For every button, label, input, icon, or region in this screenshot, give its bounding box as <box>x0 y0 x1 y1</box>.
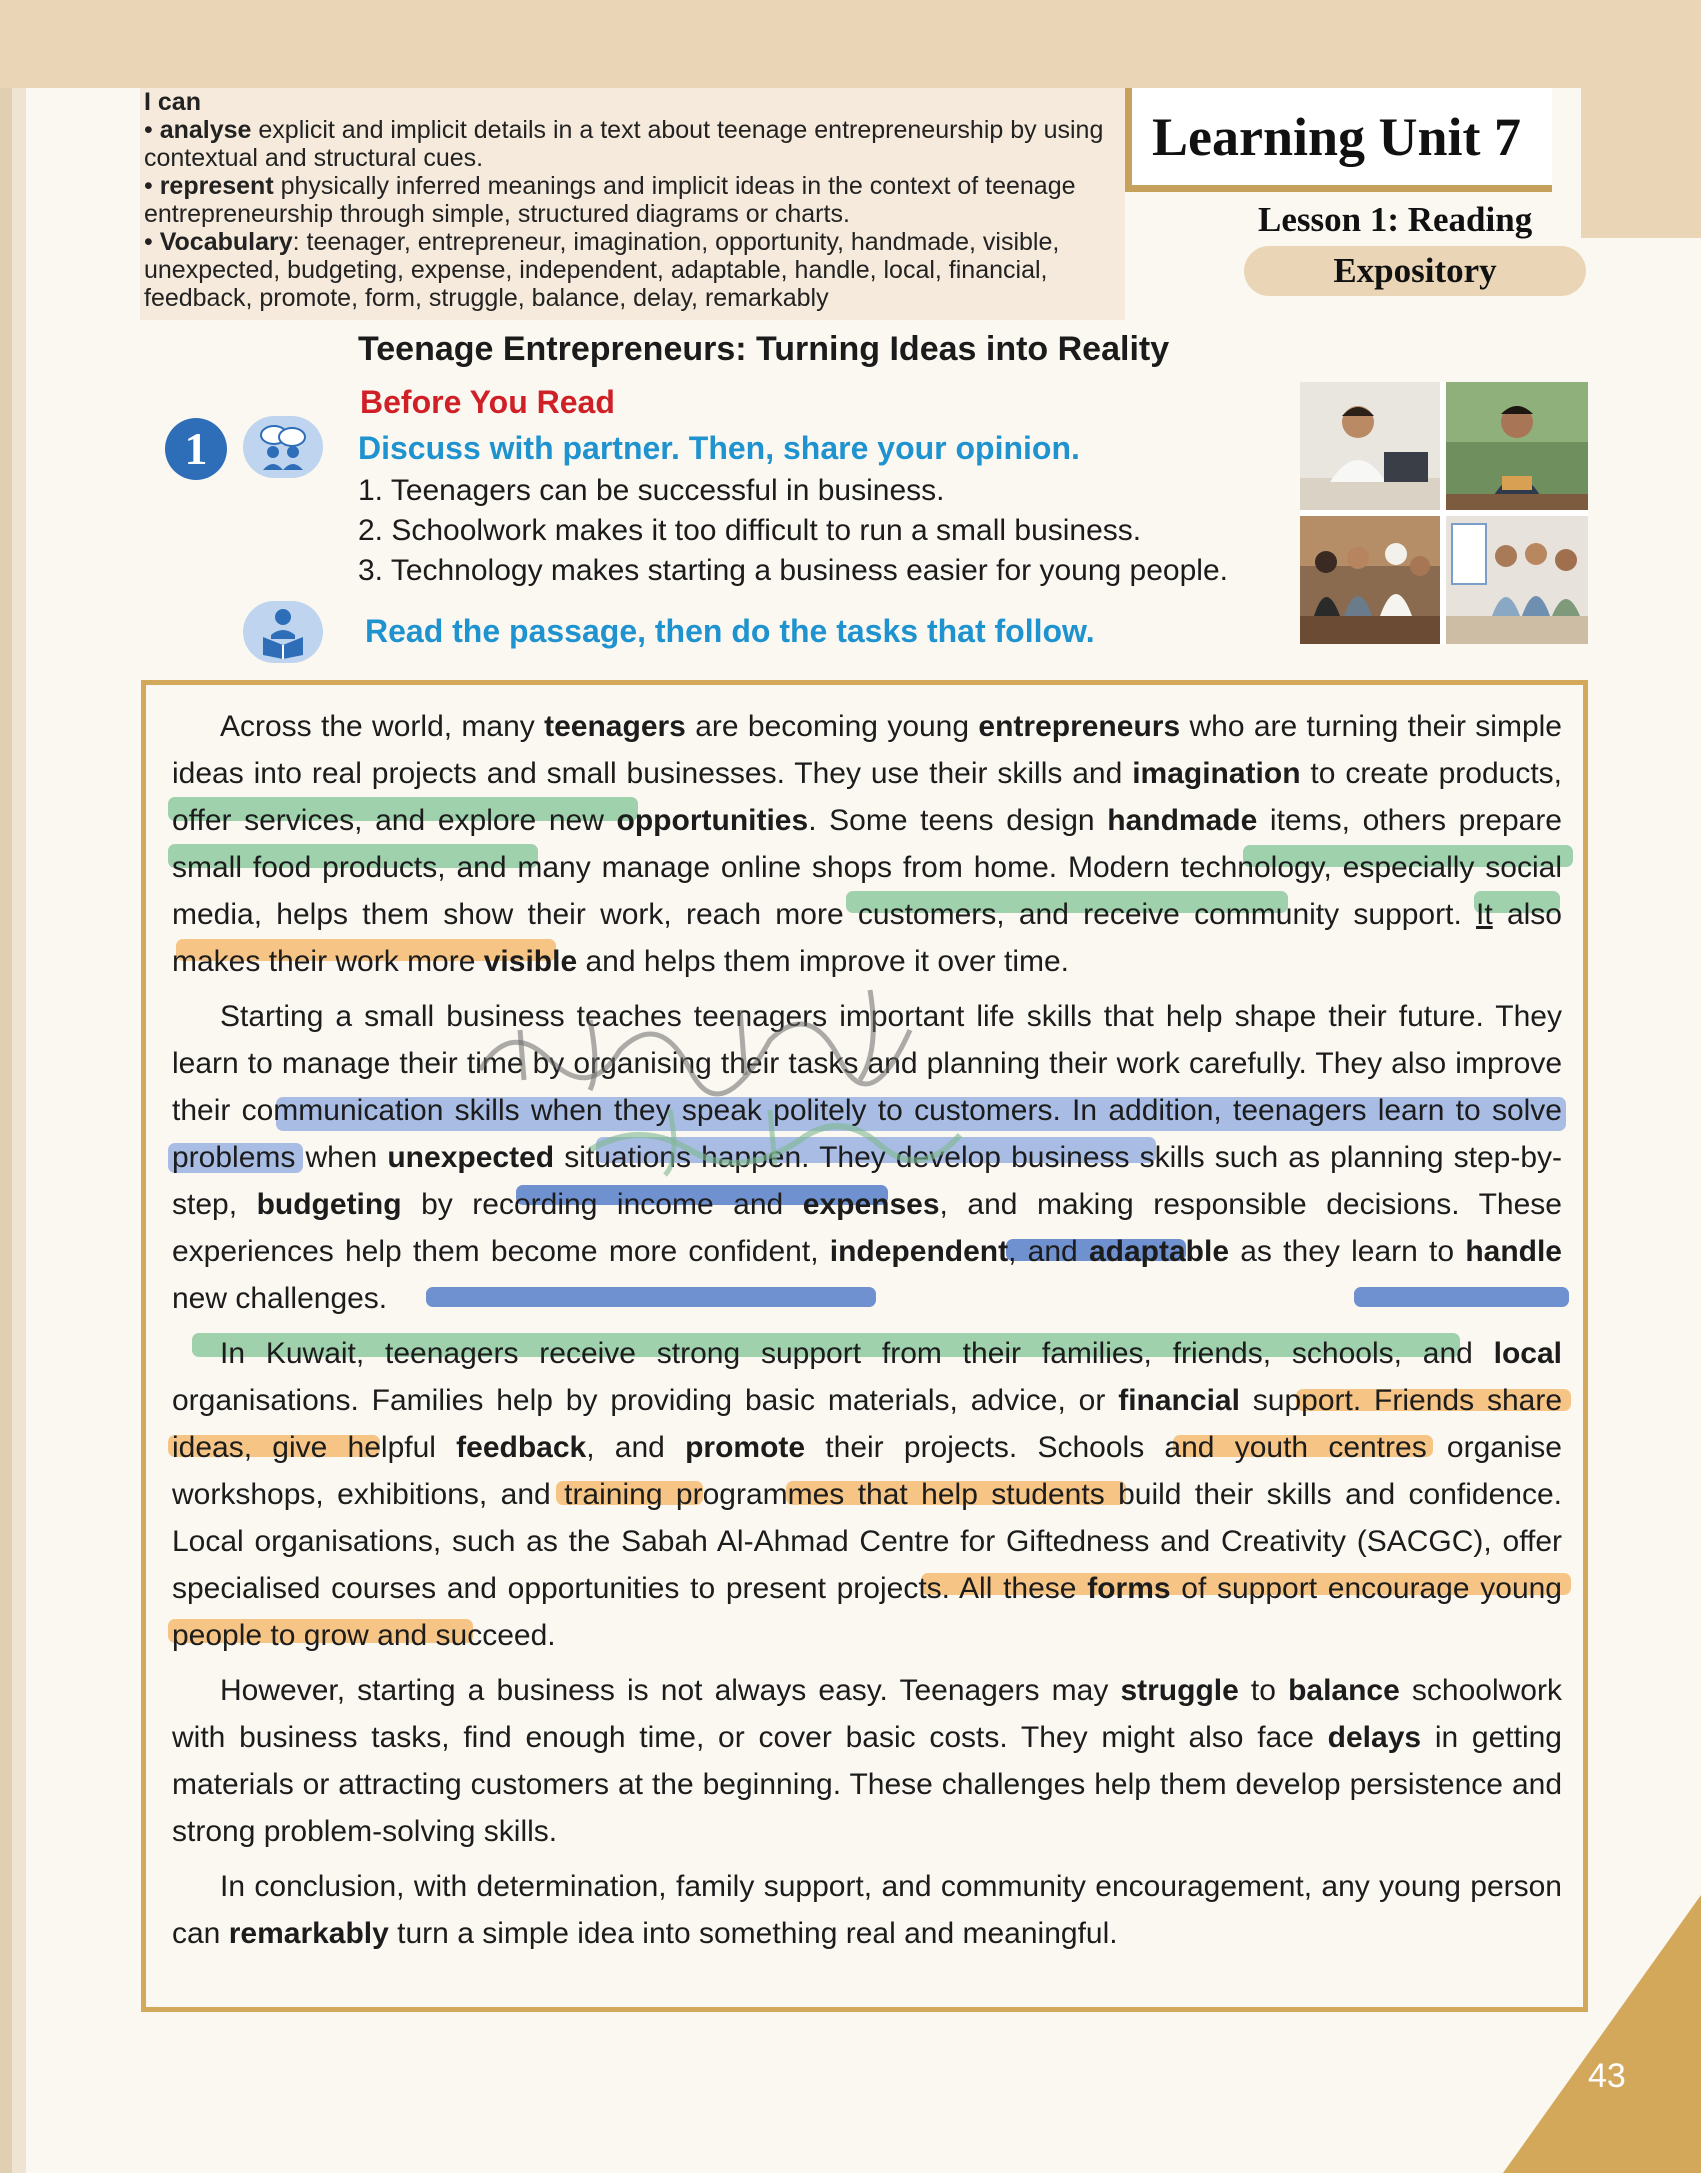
photo-collage <box>1300 382 1588 644</box>
task-number-badge: 1 <box>165 418 227 480</box>
photo-teens-workshop <box>1446 516 1588 644</box>
reading-passage <box>141 680 1588 2012</box>
discussion-icon <box>243 416 323 478</box>
passage-paragraph-2: Starting a small business teaches teenagers important life skills that help shape their future. They learn to manage their time by organising their tasks and planning their work carefully. They also improve their communication skills when they speak politely to customers. In addition, teenagers learn to solve problems when unexpected situations happen. They develop business skills such as planning step-by-step, budgeting by recording income and expenses, and making responsible decisions. These experiences help them become more confident, independent, and adaptable as they learn to handle new challenges. <box>172 1000 1562 1315</box>
vocabulary-label: Vocabulary <box>159 228 293 256</box>
top-band <box>0 0 1701 88</box>
right-band <box>1581 88 1701 238</box>
photo-family-meeting <box>1300 516 1440 644</box>
objectives-list <box>144 88 1119 312</box>
objectives-box <box>140 88 1125 320</box>
objective-keyword: represent <box>159 172 274 200</box>
passage-paragraph-5: In conclusion, with determination, family support, and community encouragement, any young person can remarkably turn a simple idea into something real and meaningful. <box>172 1870 1562 1950</box>
objectives-title: I can <box>144 88 201 116</box>
passage-paragraph-4: However, starting a business is not always easy. Teenagers may struggle to balance schoolwork with business tasks, find enough time, or cover basic costs. They might also face delays in getting materials or attracting customers at the beginning. These challenges help them develop persistence and strong problem-solving skills. <box>172 1674 1562 1848</box>
discussion-instruction: Discuss with partner. Then, share your opinion. <box>358 430 1080 466</box>
passage-text <box>172 703 1562 1965</box>
genre-badge <box>1244 246 1586 296</box>
objective-text: physically inferred meanings and implicit ideas in the context of teenage entrepreneurship through simple, structured diagrams or charts. <box>144 172 1076 228</box>
unit-title-box <box>1125 88 1552 192</box>
vocabulary-item: • Vocabulary: teenager, entrepreneur, imagination, opportunity, handmade, visible, unexpected, budgeting, expense, independent, adaptable, handle, local, financial, feedback, promote, form, struggle, balance, delay, remarkably <box>144 228 1060 312</box>
passage-paragraph-1: Across the world, many teenagers are becoming young entrepreneurs who are turning their simple ideas into real projects and small businesses. They use their skills and imagination to create products, offer services, and explore new opportunities. Some teens design handmade items, others prepare small food products, and many manage online shops from home. Modern technology, especially social media, helps them show their work, reach more customers, and receive community support. It also makes their work more visible and helps them improve it over time. <box>172 710 1562 978</box>
vocabulary-list: : teenager, entrepreneur, imagination, opportunity, handmade, visible, unexpected, budgeting, expense, independent, adaptable, handle, local, financial, feedback, promote, form, struggle, balance, delay, remarkably <box>144 228 1060 312</box>
passage-paragraph-3: In Kuwait, teenagers receive strong support from their families, friends, schools, and local organisations. Families help by providing basic materials, advice, or financial support. Friends share ideas, give helpful feedback, and promote their projects. Schools and youth centres organise workshops, exhibitions, and training programmes that help students build their skills and confidence. Local organisations, such as the Sabah Al-Ahmad Centre for Giftedness and Creativity (SACGC), offer specialised courses and opportunities to present projects. All these forms of support encourage young people to grow and succeed. <box>172 1337 1563 1652</box>
photo-laptop <box>1300 382 1440 510</box>
objective-keyword: analyse <box>159 116 252 144</box>
corner-decoration <box>1503 1895 1701 2173</box>
passage-title: Teenage Entrepreneurs: Turning Ideas into Reality <box>358 330 1170 368</box>
objective-text: explicit and implicit details in a text about teenage entrepreneurship by using contextual and structural cues. <box>144 116 1104 172</box>
page-number: 43 <box>1588 2057 1626 2095</box>
lesson-title: Lesson 1: Reading <box>1258 200 1533 239</box>
objective-item: • analyse explicit and implicit details in a text about teenage entrepreneurship by using contextual and structural cues. <box>144 116 1104 172</box>
reading-icon <box>243 601 323 663</box>
genre-label: Expository <box>1333 251 1497 290</box>
objective-item: • represent physically inferred meanings and implicit ideas in the context of teenage entrepreneurship through simple, structured diagrams or charts. <box>144 172 1076 228</box>
statement-1: 1. Teenagers can be successful in business. <box>358 474 945 507</box>
before-you-read-heading: Before You Read <box>360 384 615 420</box>
left-margin-edge <box>0 0 12 2173</box>
statement-2: 2. Schoolwork makes it too difficult to run a small business. <box>358 514 1142 547</box>
photo-food-seller <box>1446 382 1588 510</box>
unit-title: Learning Unit 7 <box>1152 107 1522 167</box>
statement-3: 3. Technology makes starting a business easier for young people. <box>358 554 1228 587</box>
reading-instruction: Read the passage, then do the tasks that follow. <box>365 613 1095 649</box>
